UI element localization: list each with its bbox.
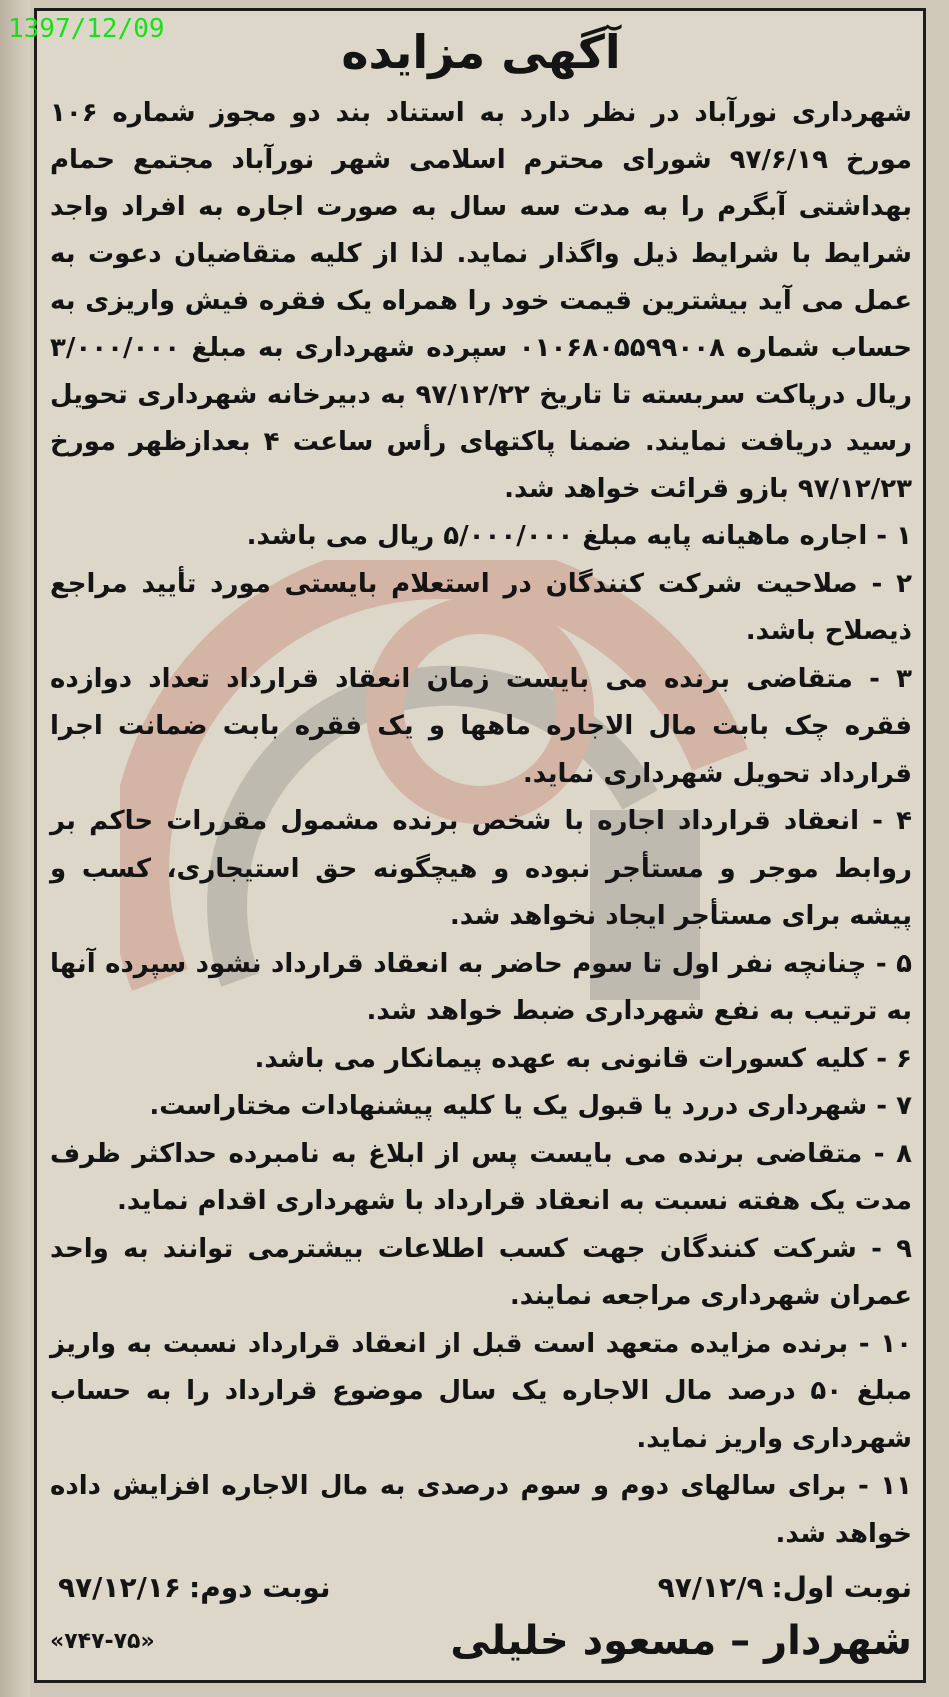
notice-code: «۷۴۷-۷۵»	[50, 1628, 155, 1654]
clause-item: ۱۰ - برنده مزایده متعهد است قبل از انعقاد قرارداد نسبت به واریز مبلغ ۵۰ درصد مال الاجاره یک سال موضوع قرارداد را به حساب شهرداری واریز نماید.	[50, 1328, 912, 1454]
first-turn-label: نوبت اول:	[771, 1571, 912, 1604]
clause-item: ۸ - متقاضی برنده می بایست پس از ابلاغ به نامبرده حداکثر ظرف مدت یک هفته نسبت به انعقاد قرارداد با شهرداری اقدام نماید.	[50, 1138, 912, 1216]
second-turn-date: ۹۷/۱۲/۱۶	[58, 1571, 181, 1604]
clause-list	[50, 513, 912, 1558]
page-edge-strip	[0, 0, 30, 1697]
second-turn	[50, 1566, 330, 1610]
second-turn-label: نوبت دوم:	[189, 1571, 331, 1604]
clause-item: ۱ - اجاره ماهیانه پایه مبلغ ۵/۰۰۰/۰۰۰ ریال می باشد.	[246, 521, 912, 551]
date-stamp: 1397/12/09	[8, 14, 165, 44]
auction-notice	[50, 20, 912, 1670]
clause-item: ۵ - چنانچه نفر اول تا سوم حاضر به انعقاد قرارداد نشود سپرده آنها به ترتیب به نفع شهرداری ضبط خواهد شد.	[50, 948, 912, 1026]
publication-turns	[50, 1566, 912, 1610]
notice-intro: شهرداری نورآباد در نظر دارد به استناد بند دو مجوز شماره ۱۰۶ مورخ ۹۷/۶/۱۹ شورای محترم اسلامی شهر نورآباد مجتمع حمام بهداشتی آبگرم را به مدت سه سال به صورت اجاره به افراد واجد شرایط با شرایط ذیل واگذار نماید. لذا از کلیه متقاضیان دعوت به عمل می آید بیشترین قیمت خود را همراه یک فقره فیش واریزی به حساب شماره ۰۱۰۶۸۰۵۵۹۹۰۰۸ سپرده شهرداری به مبلغ ۳/۰۰۰/۰۰۰ ریال درپاکت سربسته تا تاریخ ۹۷/۱۲/۲۲ به دبیرخانه شهرداری تحویل رسید دریافت نمایند. ضمنا پاکتهای رأس ساعت ۴ بعدازظهر مورخ ۹۷/۱۲/۲۳ بازو قرائت خواهد شد.	[50, 98, 913, 504]
clause-item: ۴ - انعقاد قرارداد اجاره با شخص برنده مشمول مقررات حاکم بر روابط موجر و مستأجر نبوده و هیچگونه حق استیجاری، کسب و پیشه برای مستأجر ایجاد نخواهد شد.	[50, 806, 912, 931]
signature-row	[50, 1612, 912, 1670]
notice-title: آگهی مزایده	[341, 25, 621, 79]
clause-item: ۷ - شهرداری دررد یا قبول یک یا کلیه پیشنهادات مختاراست.	[149, 1091, 912, 1121]
clause-item: ۱۱ - برای سالهای دوم و سوم درصدی به مال الاجاره افزایش داده خواهد شد.	[50, 1471, 912, 1549]
clause-item: ۶ - کلیه کسورات قانونی به عهده پیمانکار می باشد.	[254, 1043, 912, 1074]
clause-item: ۲ - صلاحیت شرکت کنندگان در استعلام بایستی مورد تأیید مراجع ذیصلاح باشد.	[50, 568, 912, 646]
first-turn-date: ۹۷/۱۲/۹	[657, 1571, 764, 1604]
mayor-signature: شهردار – مسعود خلیلی	[450, 1618, 912, 1664]
clause-item: ۹ - شرکت کنندگان جهت کسب اطلاعات بیشترمی توانند به واحد عمران شهرداری مراجعه نمایند.	[50, 1233, 912, 1311]
first-turn	[650, 1566, 912, 1610]
clause-item: ۳ - متقاضی برنده می بایست زمان انعقاد قرارداد تعداد دوازده فقره چک بابت مال الاجاره ماهها و یک فقره بابت ضمانت اجرا قرارداد تحویل شهرداری نماید.	[50, 663, 912, 789]
